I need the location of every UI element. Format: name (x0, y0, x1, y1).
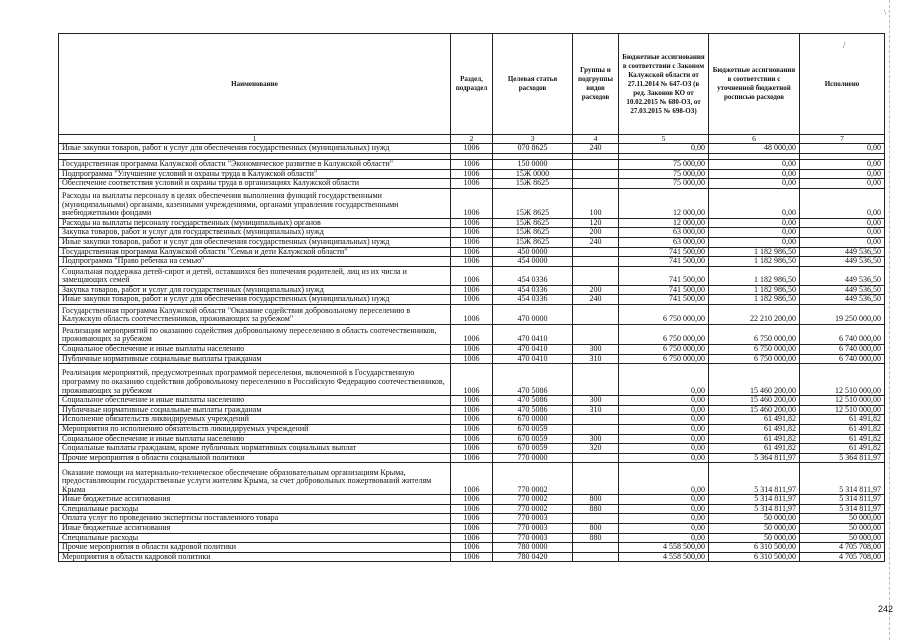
table-cell-target: 780 0420 (493, 552, 573, 562)
table-cell-law-allocation: 75 000,00 (619, 169, 709, 179)
table-cell-law-allocation: 0,00 (619, 533, 709, 543)
table-cell-law-allocation: 63 000,00 (619, 228, 709, 238)
table-cell-section: 1006 (451, 295, 493, 305)
table-cell-executed: 0,00 (800, 179, 885, 189)
table-cell-executed: 5 364 811,97 (800, 453, 885, 463)
table-cell-refined-allocation: 1 182 986,50 (709, 295, 800, 305)
table-cell-refined-allocation: 1 182 986,50 (709, 266, 800, 285)
table-cell-executed: 5 314 811,97 (800, 504, 885, 514)
table-cell-refined-allocation: 1 182 986,50 (709, 285, 800, 295)
table-cell-section: 1006 (451, 188, 493, 218)
table-cell-target: 150 0000 (493, 160, 573, 170)
table-cell-group: 120 (573, 218, 619, 228)
table-cell-group: 880 (573, 533, 619, 543)
table-row (59, 424, 885, 434)
table-cell-refined-allocation: 15 460 200,00 (709, 364, 800, 396)
table-cell-executed: 12 510 000,00 (800, 396, 885, 406)
table-cell-executed: 50 000,00 (800, 514, 885, 524)
table-cell-law-allocation: 0,00 (619, 364, 709, 396)
table-cell-target: 470 0000 (493, 304, 573, 324)
table-row (59, 160, 885, 170)
table-cell-section: 1006 (451, 304, 493, 324)
table-cell-law-allocation: 0,00 (619, 144, 709, 154)
table-cell-section: 1006 (451, 160, 493, 170)
table-cell-executed: 0,00 (800, 169, 885, 179)
table-row (59, 463, 885, 495)
table-cell-group: 240 (573, 237, 619, 247)
column-number: 6 (709, 135, 800, 144)
table-cell-group (573, 169, 619, 179)
table-cell-target: 470 5086 (493, 364, 573, 396)
table-cell-refined-allocation: 0,00 (709, 179, 800, 189)
table-cell-group (573, 415, 619, 425)
table-cell-section: 1006 (451, 524, 493, 534)
table-cell-executed: 0,00 (800, 160, 885, 170)
table-cell-name: Иные закупки товаров, работ и услуг для обеспечения государственных (муниципальных) нужд (59, 237, 451, 247)
table-row (59, 514, 885, 524)
table-cell-law-allocation: 0,00 (619, 453, 709, 463)
table-cell-refined-allocation: 0,00 (709, 169, 800, 179)
table-cell-name: Публичные нормативные социальные выплаты гражданам (59, 354, 451, 364)
table-cell-refined-allocation: 1 182 986,50 (709, 247, 800, 257)
table-cell-executed: 61 491,82 (800, 434, 885, 444)
table-cell-law-allocation: 0,00 (619, 444, 709, 454)
table-cell-law-allocation: 0,00 (619, 396, 709, 406)
table-cell-section: 1006 (451, 344, 493, 354)
table-row (59, 364, 885, 396)
table-cell-target: 770 0003 (493, 514, 573, 524)
table-cell-law-allocation: 0,00 (619, 434, 709, 444)
table-cell-section: 1006 (451, 228, 493, 238)
column-number-row (59, 135, 885, 144)
table-row (59, 237, 885, 247)
table-cell-name: Иные закупки товаров, работ и услуг для обеспечения государственных (муниципальных) нужд (59, 144, 451, 154)
table-cell-executed: 449 536,50 (800, 285, 885, 295)
table-cell-law-allocation: 741 500,00 (619, 285, 709, 295)
table-cell-group: 800 (573, 495, 619, 505)
table-cell-target: 470 5086 (493, 405, 573, 415)
table-body (59, 144, 885, 562)
header-refined-allocation: Бюджетные ассигнования в соответствии с уточненной бюджетной росписью расходов (709, 34, 800, 135)
table-cell-refined-allocation: 5 364 811,97 (709, 453, 800, 463)
table-cell-law-allocation: 741 500,00 (619, 295, 709, 305)
table-cell-section: 1006 (451, 266, 493, 285)
table-cell-name: Реализация мероприятий по оказанию содействия добровольному переселению в область соотечественников, проживающих за рубежом (59, 324, 451, 344)
table-cell-law-allocation: 0,00 (619, 424, 709, 434)
table-cell-section: 1006 (451, 285, 493, 295)
table-cell-refined-allocation: 6 750 000,00 (709, 324, 800, 344)
table-cell-target: 770 0002 (493, 495, 573, 505)
table-cell-name: Социальное обеспечение и иные выплаты населению (59, 434, 451, 444)
table-cell-section: 1006 (451, 504, 493, 514)
table-cell-executed: 50 000,00 (800, 524, 885, 534)
table-cell-section: 1006 (451, 495, 493, 505)
table-row (59, 495, 885, 505)
table-cell-law-allocation: 6 750 000,00 (619, 324, 709, 344)
table-cell-target: 770 0003 (493, 533, 573, 543)
table-cell-refined-allocation: 61 491,82 (709, 424, 800, 434)
table-cell-section: 1006 (451, 552, 493, 562)
table-cell-section: 1006 (451, 247, 493, 257)
table-cell-executed: 0,00 (800, 144, 885, 154)
table-cell-target: 454 0000 (493, 257, 573, 267)
table-cell-law-allocation: 6 750 000,00 (619, 304, 709, 324)
table-cell-name: Мероприятия в области кадровой политики (59, 552, 451, 562)
table-row (59, 188, 885, 218)
table-cell-group (573, 424, 619, 434)
table-cell-executed: 61 491,82 (800, 415, 885, 425)
table-cell-name: Мероприятия по исполнению обязательств ликвидируемых учреждений (59, 424, 451, 434)
table-cell-section: 1006 (451, 543, 493, 553)
table-row (59, 354, 885, 364)
header-executed: Исполнено (800, 34, 885, 135)
table-cell-refined-allocation: 1 182 986,50 (709, 257, 800, 267)
table-cell-law-allocation: 0,00 (619, 405, 709, 415)
table-cell-refined-allocation: 5 314 811,97 (709, 504, 800, 514)
table-row (59, 524, 885, 534)
table-cell-group (573, 364, 619, 396)
table-cell-group (573, 304, 619, 324)
table-cell-name: Иные бюджетные ассигнования (59, 495, 451, 505)
table-row (59, 344, 885, 354)
table-cell-refined-allocation: 22 210 200,00 (709, 304, 800, 324)
table-cell-executed: 449 536,50 (800, 266, 885, 285)
table-cell-refined-allocation: 6 750 000,00 (709, 354, 800, 364)
margin-mark: / (843, 40, 846, 50)
table-cell-section: 1006 (451, 434, 493, 444)
table-row (59, 304, 885, 324)
table-cell-name: Публичные нормативные социальные выплаты гражданам (59, 405, 451, 415)
table-cell-target: 670 0059 (493, 444, 573, 454)
table-row (59, 453, 885, 463)
table-cell-law-allocation: 4 558 500,00 (619, 552, 709, 562)
table-cell-target: 454 0336 (493, 295, 573, 305)
table-cell-section: 1006 (451, 179, 493, 189)
column-number: 4 (573, 135, 619, 144)
table-cell-law-allocation: 0,00 (619, 524, 709, 534)
table-cell-target: 770 0002 (493, 504, 573, 514)
table-cell-name: Иные закупки товаров, работ и услуг для обеспечения государственных (муниципальных) нужд (59, 295, 451, 305)
table-cell-target: 450 0000 (493, 247, 573, 257)
table-cell-target: 15Ж 8625 (493, 179, 573, 189)
table-cell-name: Специальные расходы (59, 504, 451, 514)
table-cell-refined-allocation: 48 000,00 (709, 144, 800, 154)
table-cell-name: Прочие мероприятия в области социальной политики (59, 453, 451, 463)
table-header-row (59, 34, 885, 135)
table-row (59, 228, 885, 238)
table-cell-target: 454 0336 (493, 266, 573, 285)
table-cell-group: 240 (573, 144, 619, 154)
header-name: Наименование (59, 34, 451, 135)
header-section: Раздел, подраздел (451, 34, 493, 135)
table-cell-target: 470 5086 (493, 396, 573, 406)
table-cell-refined-allocation: 0,00 (709, 218, 800, 228)
table-cell-group (573, 463, 619, 495)
header-law-allocation: Бюджетные ассигнования в соответствии с Законом Калужской области от 27.11.2014 № 647-ОЗ (в ред. Законов КО от 10.02.2015 № 680-ОЗ, от 27.03.2015 № 698-ОЗ) (619, 34, 709, 135)
budget-sheet (58, 33, 884, 562)
table-cell-target: 15Ж 8625 (493, 188, 573, 218)
table-cell-target: 780 0000 (493, 543, 573, 553)
table-cell-law-allocation: 741 500,00 (619, 247, 709, 257)
column-number: 1 (59, 135, 451, 144)
table-cell-executed: 6 740 000,00 (800, 354, 885, 364)
table-cell-group (573, 257, 619, 267)
table-cell-section: 1006 (451, 533, 493, 543)
table-cell-executed: 5 314 811,97 (800, 495, 885, 505)
budget-table (58, 33, 885, 562)
table-cell-executed: 50 000,00 (800, 533, 885, 543)
table-cell-target: 470 0410 (493, 354, 573, 364)
table-cell-executed: 0,00 (800, 188, 885, 218)
table-cell-target: 070 8625 (493, 144, 573, 154)
column-number: 7 (800, 135, 885, 144)
table-cell-group (573, 266, 619, 285)
table-cell-executed: 4 705 708,00 (800, 543, 885, 553)
table-cell-refined-allocation: 61 491,82 (709, 434, 800, 444)
table-cell-name: Подпрограмма "Право ребенка на семью" (59, 257, 451, 267)
table-cell-law-allocation: 0,00 (619, 504, 709, 514)
table-cell-refined-allocation: 50 000,00 (709, 514, 800, 524)
table-cell-section: 1006 (451, 218, 493, 228)
table-row (59, 533, 885, 543)
table-cell-refined-allocation: 15 460 200,00 (709, 396, 800, 406)
table-cell-law-allocation: 0,00 (619, 415, 709, 425)
table-cell-group (573, 552, 619, 562)
table-cell-law-allocation: 4 558 500,00 (619, 543, 709, 553)
table-cell-section: 1006 (451, 453, 493, 463)
table-cell-group: 310 (573, 354, 619, 364)
header-target-article: Целевая статья расходов (493, 34, 573, 135)
header-expense-group: Группы и подгруппы видов расходов (573, 34, 619, 135)
table-cell-name: Подпрограмма "Улучшение условий и охраны труда в Калужской области" (59, 169, 451, 179)
table-cell-name: Прочие мероприятия в области кадровой политики (59, 543, 451, 553)
table-row (59, 504, 885, 514)
table-row (59, 415, 885, 425)
table-cell-target: 15Ж 8625 (493, 218, 573, 228)
table-cell-refined-allocation: 0,00 (709, 237, 800, 247)
table-cell-refined-allocation: 0,00 (709, 160, 800, 170)
table-cell-name: Социальная поддержка детей-сирот и детей, оставшихся без попечения родителей, лиц из их числа и замещающих семей (59, 266, 451, 285)
table-cell-executed: 6 740 000,00 (800, 324, 885, 344)
table-cell-group: 240 (573, 295, 619, 305)
table-cell-executed: 449 536,50 (800, 295, 885, 305)
table-cell-law-allocation: 75 000,00 (619, 179, 709, 189)
table-cell-law-allocation: 75 000,00 (619, 160, 709, 170)
table-cell-law-allocation: 741 500,00 (619, 266, 709, 285)
table-cell-group (573, 324, 619, 344)
table-cell-law-allocation: 6 750 000,00 (619, 344, 709, 354)
table-row (59, 405, 885, 415)
table-cell-refined-allocation: 50 000,00 (709, 524, 800, 534)
table-cell-name: Государственная программа Калужской области "Экономическое развитие в Калужской области" (59, 160, 451, 170)
page-edge (889, 0, 890, 640)
table-cell-target: 15Ж 8625 (493, 228, 573, 238)
table-cell-section: 1006 (451, 364, 493, 396)
table-cell-name: Закупка товаров, работ и услуг для государственных (муниципальных) нужд (59, 228, 451, 238)
table-cell-executed: 4 705 708,00 (800, 552, 885, 562)
table-cell-target: 670 0059 (493, 424, 573, 434)
table-cell-refined-allocation: 0,00 (709, 188, 800, 218)
table-row (59, 179, 885, 189)
table-cell-target: 670 0000 (493, 415, 573, 425)
table-cell-target: 770 0000 (493, 453, 573, 463)
table-cell-law-allocation: 12 000,00 (619, 188, 709, 218)
table-cell-section: 1006 (451, 514, 493, 524)
table-cell-law-allocation: 0,00 (619, 514, 709, 524)
table-row (59, 257, 885, 267)
table-cell-section: 1006 (451, 424, 493, 434)
table-row (59, 434, 885, 444)
table-row (59, 247, 885, 257)
table-cell-section: 1006 (451, 257, 493, 267)
table-row (59, 144, 885, 154)
table-cell-name: Оплата услуг по проведению экспертизы поставленного товара (59, 514, 451, 524)
table-row (59, 396, 885, 406)
table-cell-law-allocation: 12 000,00 (619, 218, 709, 228)
table-cell-law-allocation: 63 000,00 (619, 237, 709, 247)
table-cell-target: 15Ж 0000 (493, 169, 573, 179)
table-cell-group (573, 453, 619, 463)
table-row (59, 266, 885, 285)
table-cell-group: 800 (573, 524, 619, 534)
table-cell-group (573, 160, 619, 170)
table-cell-name: Расходы на выплаты персоналу государственных (муниципальных) органов (59, 218, 451, 228)
table-row (59, 543, 885, 553)
table-cell-executed: 6 740 000,00 (800, 344, 885, 354)
table-cell-group (573, 543, 619, 553)
table-cell-target: 454 0336 (493, 285, 573, 295)
table-cell-group (573, 179, 619, 189)
table-cell-law-allocation: 741 500,00 (619, 257, 709, 267)
table-cell-group: 880 (573, 504, 619, 514)
table-cell-name: Закупка товаров, работ и услуг для государственных (муниципальных) нужд (59, 285, 451, 295)
table-cell-executed: 0,00 (800, 228, 885, 238)
table-cell-executed: 5 314 811,97 (800, 463, 885, 495)
table-cell-section: 1006 (451, 144, 493, 154)
table-row (59, 552, 885, 562)
table-cell-group: 310 (573, 405, 619, 415)
table-cell-section: 1006 (451, 237, 493, 247)
table-cell-name: Социальное обеспечение и иные выплаты населению (59, 396, 451, 406)
table-cell-section: 1006 (451, 444, 493, 454)
table-cell-name: Реализация мероприятий, предусмотренных программой переселения, включенной в Государственную программу по оказанию содействия добровольному переселению в Российскую Федерацию соотечественников, проживающих за рубежом (59, 364, 451, 396)
table-row (59, 218, 885, 228)
table-cell-law-allocation: 0,00 (619, 463, 709, 495)
table-cell-section: 1006 (451, 324, 493, 344)
table-cell-name: Иные бюджетные ассигнования (59, 524, 451, 534)
table-cell-section: 1006 (451, 169, 493, 179)
table-cell-section: 1006 (451, 405, 493, 415)
table-row (59, 285, 885, 295)
table-cell-target: 15Ж 8625 (493, 237, 573, 247)
page-number: 242 (877, 604, 893, 614)
table-row (59, 295, 885, 305)
table-cell-target: 670 0059 (493, 434, 573, 444)
table-cell-executed: 61 491,82 (800, 424, 885, 434)
table-cell-name: Государственная программа Калужской области "Семья и дети Калужской области" (59, 247, 451, 257)
table-cell-name: Оказание помощи на материально-техническое обеспечение образовательным организациям Крыма, предоставляющим государственные услуги жителям Крыма, за счет добровольных пожертвований жителям Крыма (59, 463, 451, 495)
table-row (59, 169, 885, 179)
table-cell-refined-allocation: 0,00 (709, 228, 800, 238)
table-cell-refined-allocation: 50 000,00 (709, 533, 800, 543)
margin-mark: \ (884, 8, 887, 17)
table-row (59, 444, 885, 454)
table-cell-section: 1006 (451, 415, 493, 425)
table-row (59, 324, 885, 344)
table-cell-refined-allocation: 61 491,82 (709, 415, 800, 425)
table-cell-executed: 12 510 000,00 (800, 405, 885, 415)
table-cell-refined-allocation: 15 460 200,00 (709, 405, 800, 415)
table-cell-group: 300 (573, 434, 619, 444)
table-cell-refined-allocation: 61 491,82 (709, 444, 800, 454)
table-cell-executed: 0,00 (800, 237, 885, 247)
table-cell-group: 200 (573, 285, 619, 295)
column-number: 3 (493, 135, 573, 144)
column-number: 5 (619, 135, 709, 144)
table-cell-name: Расходы на выплаты персоналу в целях обеспечения выполнения функций государственными (муниципальными) органами, казенными учреждениями, органами управления государственными внебюджетными фондами (59, 188, 451, 218)
table-cell-group (573, 247, 619, 257)
table-cell-name: Исполнение обязательств ликвидируемых учреждений (59, 415, 451, 425)
table-cell-executed: 449 536,50 (800, 247, 885, 257)
table-cell-refined-allocation: 5 314 811,97 (709, 463, 800, 495)
table-cell-name: Социальное обеспечение и иные выплаты населению (59, 344, 451, 354)
table-cell-refined-allocation: 5 314 811,97 (709, 495, 800, 505)
table-cell-refined-allocation: 6 750 000,00 (709, 344, 800, 354)
table-cell-group: 320 (573, 444, 619, 454)
table-cell-group: 300 (573, 396, 619, 406)
column-number: 2 (451, 135, 493, 144)
table-cell-section: 1006 (451, 396, 493, 406)
table-cell-law-allocation: 0,00 (619, 495, 709, 505)
table-cell-name: Специальные расходы (59, 533, 451, 543)
table-cell-section: 1006 (451, 354, 493, 364)
table-cell-group: 100 (573, 188, 619, 218)
table-cell-name: Обеспечение соответствия условий и охраны труда в организациях Калужской области (59, 179, 451, 189)
table-cell-executed: 449 536,50 (800, 257, 885, 267)
table-cell-name: Социальные выплаты гражданам, кроме публичных нормативных социальных выплат (59, 444, 451, 454)
table-cell-refined-allocation: 6 310 500,00 (709, 552, 800, 562)
table-cell-refined-allocation: 6 310 500,00 (709, 543, 800, 553)
table-cell-executed: 0,00 (800, 218, 885, 228)
table-cell-target: 470 0410 (493, 324, 573, 344)
table-cell-group: 200 (573, 228, 619, 238)
table-cell-group: 300 (573, 344, 619, 354)
table-cell-section: 1006 (451, 463, 493, 495)
table-cell-target: 770 0003 (493, 524, 573, 534)
table-cell-executed: 19 250 000,00 (800, 304, 885, 324)
table-cell-executed: 12 510 000,00 (800, 364, 885, 396)
table-cell-law-allocation: 6 750 000,00 (619, 354, 709, 364)
table-cell-group (573, 514, 619, 524)
table-cell-name: Государственная программа Калужской области "Оказание содействия добровольному переселению в Калужскую область соотечественников, проживающих за рубежом" (59, 304, 451, 324)
table-cell-target: 470 0410 (493, 344, 573, 354)
table-cell-target: 770 0002 (493, 463, 573, 495)
table-cell-executed: 61 491,82 (800, 444, 885, 454)
